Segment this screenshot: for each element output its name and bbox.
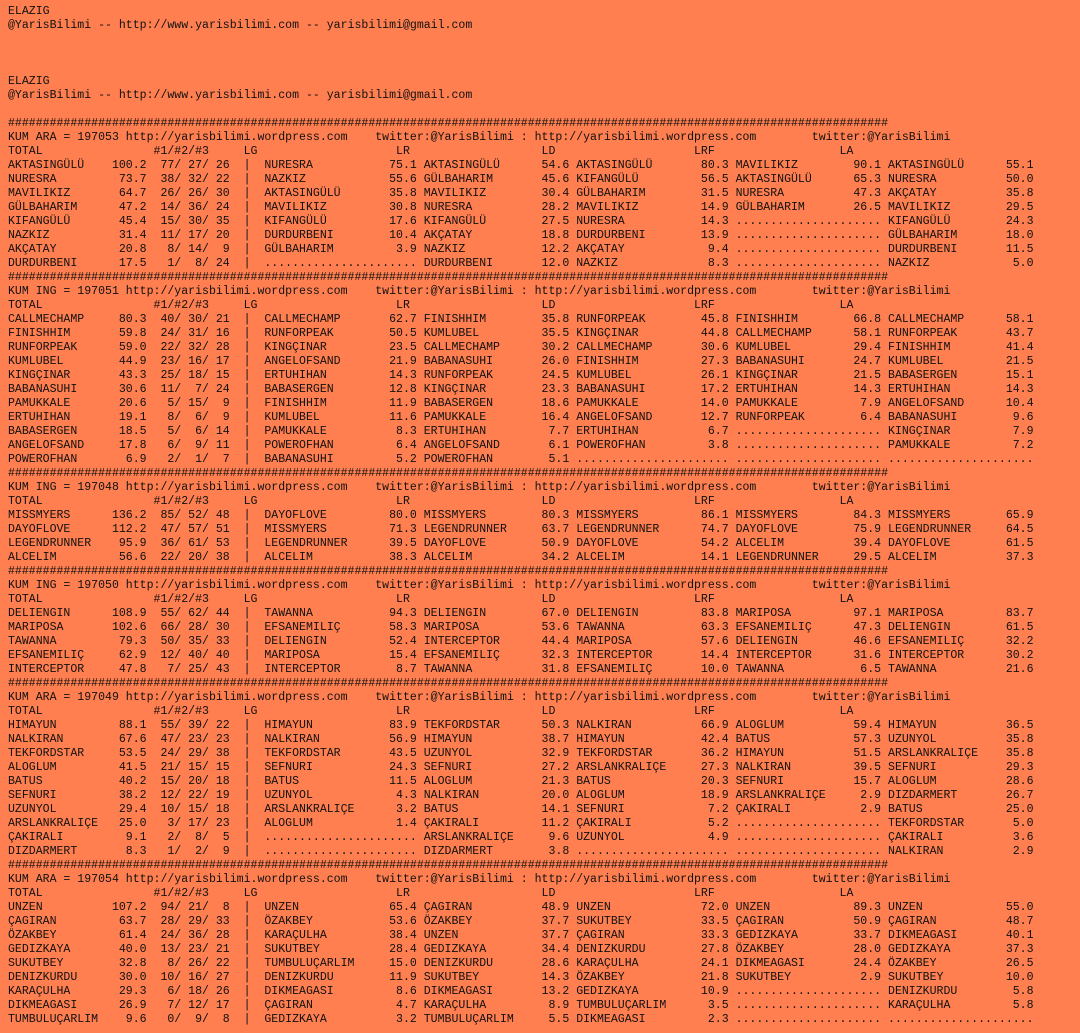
- table-row: ÖZAKBEY 61.4 24/ 36/ 28 | KARAÇULHA 38.4 UNZEN 37.7 ÇAGIRAN 33.3 GEDIZKAYA 33.7 DIKMEAGASI 40.1: [8, 929, 1034, 942]
- table-row: POWEROFHAN 6.9 2/ 1/ 7 | BABANASUHI 5.2 POWEROFHAN 5.1 ...................... ..................... .....................: [8, 453, 1034, 466]
- header-contact: @YarisBilimi -- http://www.yarisbilimi.com -- yarisbilimi@gmail.com: [8, 89, 473, 102]
- table-row: KARAÇULHA 29.3 6/ 18/ 26 | DIKMEAGASI 8.6 DIKMEAGASI 13.2 GEDIZKAYA 10.9 ..................... DENIZKURDU 5.8: [8, 985, 1034, 998]
- table-row: INTERCEPTOR 47.8 7/ 25/ 43 | INTERCEPTOR 8.7 TAWANNA 31.8 EFSANEMILIÇ 10.0 TAWANNA 6.5 TAWANNA 21.6: [8, 663, 1034, 676]
- table-row: TEKFORDSTAR 53.5 24/ 29/ 38 | TEKFORDSTAR 43.5 UZUNYOL 32.9 TEKFORDSTAR 36.2 HIMAYUN 51.5 ARSLANKRALIÇE 35.8: [8, 747, 1034, 760]
- table-row: ALCELIM 56.6 22/ 20/ 38 | ALCELIM 38.3 ALCELIM 34.2 ALCELIM 14.1 LEGENDRUNNER 29.5 ALCELIM 37.3: [8, 551, 1034, 564]
- table-row: DIKMEAGASI 26.9 7/ 12/ 17 | ÇAGIRAN 4.7 KARAÇULHA 8.9 TUMBULUÇARLIM 3.5 ..................... KARAÇULHA 5.8: [8, 999, 1034, 1012]
- table-row: AKTASINGÜLÜ 100.2 77/ 27/ 26 | NURESRA 75.1 AKTASINGÜLÜ 54.6 AKTASINGÜLÜ 80.3 MAVILIKIZ 90.1 AKTASINGÜLÜ 55.1: [8, 159, 1034, 172]
- table-row: MAVILIKIZ 64.7 26/ 26/ 30 | AKTASINGÜLÜ 35.8 MAVILIKIZ 30.4 GÜLBAHARIM 31.5 NURESRA 47.3 AKÇATAY 35.8: [8, 187, 1034, 200]
- table-row: BABANASUHI 30.6 11/ 7/ 24 | BABASERGEN 12.8 KINGÇINAR 23.3 BABANASUHI 17.2 ERTUHIHAN 14.3 ERTUHIHAN 14.3: [8, 383, 1034, 396]
- table-row: AKÇATAY 20.8 8/ 14/ 9 | GÜLBAHARIM 3.9 NAZKIZ 12.2 AKÇATAY 9.4 ..................... DURDURBENI 11.5: [8, 243, 1034, 256]
- separator-line: ###############################################################################################################################: [8, 859, 889, 872]
- table-row: MARIPOSA 102.6 66/ 28/ 30 | EFSANEMILIÇ 58.3 MARIPOSA 53.6 TAWANNA 63.3 EFSANEMILIÇ 47.3 DELIENGIN 61.5: [8, 621, 1034, 634]
- column-header-row: TOTAL #1/#2/#3 LG LR LD LRF LA: [8, 887, 854, 900]
- table-row: DELIENGIN 108.9 55/ 62/ 44 | TAWANNA 94.3 DELIENGIN 67.0 DELIENGIN 83.8 MARIPOSA 97.1 MARIPOSA 83.7: [8, 607, 1034, 620]
- header-city: ELAZIG: [8, 75, 50, 88]
- header-contact: @YarisBilimi -- http://www.yarisbilimi.com -- yarisbilimi@gmail.com: [8, 19, 473, 32]
- table-row: ANGELOFSAND 17.8 6/ 9/ 11 | POWEROFHAN 6.4 ANGELOFSAND 6.1 POWEROFHAN 3.8 ..................... PAMUKKALE 7.2: [8, 439, 1034, 452]
- blank-line: [8, 33, 1080, 47]
- table-row: DENIZKURDU 30.0 10/ 16/ 27 | DENIZKURDU 11.9 SUKUTBEY 14.3 ÖZAKBEY 21.8 SUKUTBEY 2.9 SUKUTBEY 10.0: [8, 971, 1034, 984]
- table-row: TUMBULUÇARLIM 9.6 0/ 9/ 8 | GEDIZKAYA 3.2 TUMBULUÇARLIM 5.5 DIKMEAGASI 2.3 ..................... .....................: [8, 1013, 1034, 1026]
- race-title: KUM ING = 197051 http://yarisbilimi.wordpress.com twitter:@YarisBilimi : http://yarisbilimi.wordpress.com twitter:@YarisBilimi: [8, 285, 951, 298]
- separator-line: ###############################################################################################################################: [8, 565, 889, 578]
- column-header-row: TOTAL #1/#2/#3 LG LR LD LRF LA: [8, 705, 854, 718]
- table-row: FINISHHIM 59.8 24/ 31/ 16 | RUNFORPEAK 50.5 KUMLUBEL 35.5 KINGÇINAR 44.8 CALLMECHAMP 58.1 RUNFORPEAK 43.7: [8, 327, 1034, 340]
- table-row: UNZEN 107.2 94/ 21/ 8 | UNZEN 65.4 ÇAGIRAN 48.9 UNZEN 72.0 UNZEN 89.3 UNZEN 55.0: [8, 901, 1034, 914]
- table-row: KUMLUBEL 44.9 23/ 16/ 17 | ANGELOFSAND 21.9 BABANASUHI 26.0 FINISHHIM 27.3 BABANASUHI 24.7 KUMLUBEL 21.5: [8, 355, 1034, 368]
- table-row: SUKUTBEY 32.8 8/ 26/ 22 | TUMBULUÇARLIM 15.0 DENIZKURDU 28.6 KARAÇULHA 24.1 DIKMEAGASI 24.4 ÖZAKBEY 26.5: [8, 957, 1034, 970]
- table-row: BABASERGEN 18.5 5/ 6/ 14 | PAMUKKALE 8.3 ERTUHIHAN 7.7 ERTUHIHAN 6.7 ..................... KINGÇINAR 7.9: [8, 425, 1034, 438]
- race-title: KUM ARA = 197054 http://yarisbilimi.wordpress.com twitter:@YarisBilimi : http://yarisbilimi.wordpress.com twitter:@YarisBilimi: [8, 873, 951, 886]
- race-title: KUM ARA = 197053 http://yarisbilimi.wordpress.com twitter:@YarisBilimi : http://yarisbilimi.wordpress.com twitter:@YarisBilimi: [8, 131, 951, 144]
- table-row: NALKIRAN 67.6 47/ 23/ 23 | NALKIRAN 56.9 HIMAYUN 38.7 HIMAYUN 42.4 BATUS 57.3 UZUNYOL 35.8: [8, 733, 1034, 746]
- table-row: UZUNYOL 29.4 10/ 15/ 18 | ARSLANKRALIÇE 3.2 BATUS 14.1 SEFNURI 7.2 ÇAKIRALI 2.9 BATUS 25.0: [8, 803, 1034, 816]
- race-tables: [8, 117, 1080, 1027]
- table-row: ERTUHIHAN 19.1 8/ 6/ 9 | KUMLUBEL 11.6 PAMUKKALE 16.4 ANGELOFSAND 12.7 RUNFORPEAK 6.4 BABANASUHI 9.6: [8, 411, 1034, 424]
- column-header-row: TOTAL #1/#2/#3 LG LR LD LRF LA: [8, 593, 854, 606]
- table-row: NAZKIZ 31.4 11/ 17/ 20 | DURDURBENI 10.4 AKÇATAY 18.8 DURDURBENI 13.9 ..................... GÜLBAHARIM 18.0: [8, 229, 1034, 242]
- column-header-row: TOTAL #1/#2/#3 LG LR LD LRF LA: [8, 299, 854, 312]
- table-row: RUNFORPEAK 59.0 22/ 32/ 28 | KINGÇINAR 23.5 CALLMECHAMP 30.2 CALLMECHAMP 30.6 KUMLUBEL 29.4 FINISHHIM 41.4: [8, 341, 1034, 354]
- table-row: ALOGLUM 41.5 21/ 15/ 15 | SEFNURI 24.3 SEFNURI 27.2 ARSLANKRALIÇE 27.3 NALKIRAN 39.5 SEFNURI 29.3: [8, 761, 1034, 774]
- separator-line: ###############################################################################################################################: [8, 677, 889, 690]
- table-row: BATUS 40.2 15/ 20/ 18 | BATUS 11.5 ALOGLUM 21.3 BATUS 20.3 SEFNURI 15.7 ALOGLUM 28.6: [8, 775, 1034, 788]
- race-title: KUM ING = 197048 http://yarisbilimi.wordpress.com twitter:@YarisBilimi : http://yarisbilimi.wordpress.com twitter:@YarisBilimi: [8, 481, 951, 494]
- table-row: TAWANNA 79.3 50/ 35/ 33 | DELIENGIN 52.4 INTERCEPTOR 44.4 MARIPOSA 57.6 DELIENGIN 46.6 EFSANEMILIÇ 32.2: [8, 635, 1034, 648]
- separator-line: ###############################################################################################################################: [8, 467, 889, 480]
- table-row: ÇAKIRALI 9.1 2/ 8/ 5 | ...................... ARSLANKRALIÇE 9.6 UZUNYOL 4.9 ..................... ÇAKIRALI 3.6: [8, 831, 1034, 844]
- table-row: GEDIZKAYA 40.0 13/ 23/ 21 | SUKUTBEY 28.4 GEDIZKAYA 34.4 DENIZKURDU 27.8 ÖZAKBEY 28.0 GEDIZKAYA 37.3: [8, 943, 1034, 956]
- table-row: NURESRA 73.7 38/ 32/ 22 | NAZKIZ 55.6 GÜLBAHARIM 45.6 KIFANGÜLÜ 56.5 AKTASINGÜLÜ 65.3 NURESRA 50.0: [8, 173, 1034, 186]
- blank-line: [8, 103, 1080, 117]
- table-row: SEFNURI 38.2 12/ 22/ 19 | UZUNYOL 4.3 NALKIRAN 20.0 ALOGLUM 18.9 ARSLANKRALIÇE 2.9 DIZDARMERT 26.7: [8, 789, 1034, 802]
- table-row: GÜLBAHARIM 47.2 14/ 36/ 24 | MAVILIKIZ 30.8 NURESRA 28.2 MAVILIKIZ 14.9 GÜLBAHARIM 26.5 MAVILIKIZ 29.5: [8, 201, 1034, 214]
- table-row: CALLMECHAMP 80.3 40/ 30/ 21 | CALLMECHAMP 62.7 FINISHHIM 35.8 RUNFORPEAK 45.8 FINISHHIM 66.8 CALLMECHAMP 58.1: [8, 313, 1034, 326]
- table-row: MISSMYERS 136.2 85/ 52/ 48 | DAYOFLOVE 80.0 MISSMYERS 80.3 MISSMYERS 86.1 MISSMYERS 84.3 MISSMYERS 65.9: [8, 509, 1034, 522]
- table-row: DIZDARMERT 8.3 1/ 2/ 9 | ...................... DIZDARMERT 3.8 ...................... ..................... NALKIRAN 2.9: [8, 845, 1034, 858]
- table-row: PAMUKKALE 20.6 5/ 15/ 9 | FINISHHIM 11.9 BABASERGEN 18.6 PAMUKKALE 14.0 PAMUKKALE 7.9 ANGELOFSAND 10.4: [8, 397, 1034, 410]
- table-row: LEGENDRUNNER 95.9 36/ 61/ 53 | LEGENDRUNNER 39.5 DAYOFLOVE 50.9 DAYOFLOVE 54.2 ALCELIM 39.4 DAYOFLOVE 61.5: [8, 537, 1034, 550]
- race-title: KUM ARA = 197049 http://yarisbilimi.wordpress.com twitter:@YarisBilimi : http://yarisbilimi.wordpress.com twitter:@YarisBilimi: [8, 691, 951, 704]
- column-header-row: TOTAL #1/#2/#3 LG LR LD LRF LA: [8, 145, 854, 158]
- table-row: EFSANEMILIÇ 62.9 12/ 40/ 40 | MARIPOSA 15.4 EFSANEMILIÇ 32.3 INTERCEPTOR 14.4 INTERCEPTOR 31.6 INTERCEPTOR 30.2: [8, 649, 1034, 662]
- blank-line: [8, 47, 1080, 61]
- table-row: ÇAGIRAN 63.7 28/ 29/ 33 | ÖZAKBEY 53.6 ÖZAKBEY 37.7 SUKUTBEY 33.5 ÇAGIRAN 50.9 ÇAGIRAN 48.7: [8, 915, 1034, 928]
- table-row: KIFANGÜLÜ 45.4 15/ 30/ 35 | KIFANGÜLÜ 17.6 KIFANGÜLÜ 27.5 NURESRA 14.3 ..................... KIFANGÜLÜ 24.3: [8, 215, 1034, 228]
- table-row: HIMAYUN 88.1 55/ 39/ 22 | HIMAYUN 83.9 TEKFORDSTAR 50.3 NALKIRAN 66.9 ALOGLUM 59.4 HIMAYUN 36.5: [8, 719, 1034, 732]
- column-header-row: TOTAL #1/#2/#3 LG LR LD LRF LA: [8, 495, 854, 508]
- header-city: ELAZIG: [8, 5, 50, 18]
- separator-line: ###############################################################################################################################: [8, 117, 889, 130]
- separator-line: ###############################################################################################################################: [8, 271, 889, 284]
- blank-line: [8, 61, 1080, 75]
- table-row: DAYOFLOVE 112.2 47/ 57/ 51 | MISSMYERS 71.3 LEGENDRUNNER 63.7 LEGENDRUNNER 74.7 DAYOFLOVE 75.9 LEGENDRUNNER 64.5: [8, 523, 1034, 536]
- race-title: KUM ING = 197050 http://yarisbilimi.wordpress.com twitter:@YarisBilimi : http://yarisbilimi.wordpress.com twitter:@YarisBilimi: [8, 579, 951, 592]
- table-row: DURDURBENI 17.5 1/ 8/ 24 | ...................... DURDURBENI 12.0 NAZKIZ 8.3 ..................... NAZKIZ 5.0: [8, 257, 1034, 270]
- table-row: ARSLANKRALIÇE 25.0 3/ 17/ 23 | ALOGLUM 1.4 ÇAKIRALI 11.2 ÇAKIRALI 5.2 ..................... TEKFORDSTAR 5.0: [8, 817, 1034, 830]
- table-row: KINGÇINAR 43.3 25/ 18/ 15 | ERTUHIHAN 14.3 RUNFORPEAK 24.5 KUMLUBEL 26.1 KINGÇINAR 21.5 BABASERGEN 15.1: [8, 369, 1034, 382]
